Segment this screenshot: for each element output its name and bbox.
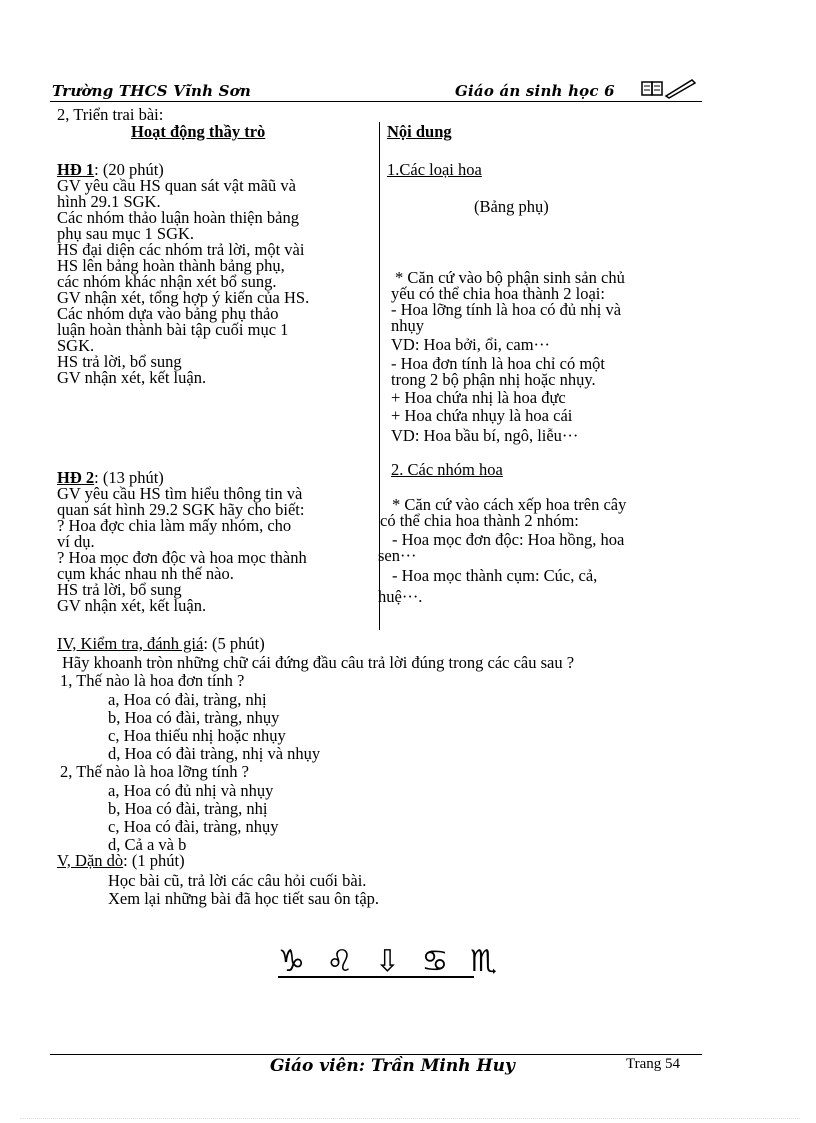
question-2-option-c: c, Hoa có đài, tràng, nhụy	[108, 817, 279, 836]
activity-2-label: HĐ 2	[57, 468, 95, 487]
content-1-line: - Hoa lỡng tính là hoa có đủ nhị và	[391, 300, 622, 319]
homework-time: : (1 phút)	[123, 851, 185, 870]
homework-title: V, Dặn dò	[57, 851, 124, 870]
activity-2-line: GV yêu cầu HS tìm hiểu thông tin và	[57, 484, 303, 503]
activity-1-line: SGK.	[57, 336, 95, 355]
activity-2-line: ví dụ.	[57, 532, 95, 551]
content-2-line: - Hoa mọc đơn độc: Hoa hồng, hoa	[392, 530, 625, 549]
content-1-line: VD: Hoa bầu bí, ngô, liễu···	[391, 426, 579, 445]
activity-1-line: luận hoàn thành bài tập cuối mục 1	[57, 320, 289, 339]
activity-1-label: HĐ 1	[57, 160, 95, 179]
question-2: 2, Thế nào là hoa lỡng tính ?	[60, 762, 249, 781]
zodiac-decoration-icon: ♑ ♌ ⇩ ♋ ♏	[278, 944, 503, 979]
content-1-line: nhụy	[391, 316, 424, 335]
content-2-line: * Căn cứ vào cách xếp hoa trên cây	[392, 495, 627, 514]
content-1-line: + Hoa chứa nhị là hoa đực	[391, 388, 566, 407]
header-rule	[50, 101, 702, 102]
header-school: Trường THCS Vĩnh Sơn	[52, 82, 251, 100]
homework-line: Học bài cũ, trả lời các câu hỏi cuối bài.	[108, 871, 367, 890]
activity-1	[57, 162, 373, 386]
content-2-title: 2. Các nhóm hoa	[391, 460, 503, 479]
question-2-options	[108, 782, 278, 854]
content-1-line: + Hoa chứa nhụy là hoa cái	[391, 406, 573, 425]
activity-2-line: ? Hoa mọc đơn độc và hoa mọc thành	[57, 548, 307, 567]
left-column-heading: Hoạt động thầy trò	[131, 122, 266, 141]
content-2-body	[378, 497, 702, 605]
activity-2-line: ? Hoa đợc chia làm mấy nhóm, cho	[57, 516, 292, 535]
section-title: 2, Triển trai bài:	[57, 105, 164, 124]
activity-1-line: GV nhận xét, tổng hợp ý kiến của HS.	[57, 288, 310, 307]
question-1-option-c: c, Hoa thiếu nhị hoặc nhụy	[108, 726, 286, 745]
assessment-time: : (5 phút)	[203, 634, 265, 653]
assessment-heading	[57, 636, 265, 652]
question-1-options	[108, 691, 320, 763]
homework-heading	[57, 853, 185, 869]
content-1-line: - Hoa đơn tính là hoa chỉ có một	[391, 354, 606, 373]
activity-1-line: HS trả lời, bổ sung	[57, 352, 182, 371]
footer-rule	[50, 1054, 702, 1055]
footer-teacher: Giáo viên: Trần Minh Huy	[270, 1056, 515, 1076]
header-subject: Giáo án sinh học 6	[455, 82, 615, 100]
question-2-option-d: d, Cả a và b	[108, 835, 187, 854]
activity-2-line: quan sát hình 29.2 SGK hãy cho biết:	[57, 500, 305, 519]
content-2-line: có thể chia hoa thành 2 nhóm:	[380, 511, 579, 530]
table-note: (Bảng phụ)	[474, 197, 549, 216]
content-2-line: sen···	[378, 546, 417, 565]
content-1-line: yếu có thể chia hoa thành 2 loại:	[391, 284, 605, 303]
content-1-line: * Căn cứ vào bộ phận sinh sản chủ	[395, 268, 625, 287]
homework-lines	[108, 872, 379, 908]
activity-1-line: phụ sau mục 1 SGK.	[57, 224, 195, 243]
activity-1-line: GV yêu cầu HS quan sát vật mãũ và	[57, 176, 296, 195]
question-2-option-b: b, Hoa có đài, tràng, nhị	[108, 799, 268, 818]
question-1-option-a: a, Hoa có đài, tràng, nhị	[108, 690, 267, 709]
activity-1-line: Các nhóm dựa vào bảng phụ thảo	[57, 304, 279, 323]
bottom-dotted-border	[20, 1118, 800, 1119]
activity-1-time: : (20 phút)	[94, 160, 164, 179]
activity-1-line: HS lên bảng hoàn thành bảng phụ,	[57, 256, 285, 275]
activity-1-line: GV nhận xét, kết luận.	[57, 368, 207, 387]
question-2-option-a: a, Hoa có đủ nhị và nhụy	[108, 781, 274, 800]
content-1-line: trong 2 bộ phận nhị hoặc nhụy.	[391, 370, 596, 389]
content-1-title: 1.Các loại hoa	[387, 160, 482, 179]
activity-1-line: hình 29.1 SGK.	[57, 192, 161, 211]
content-1-body	[391, 270, 701, 444]
question-1-option-b: b, Hoa có đài, tràng, nhụy	[108, 708, 280, 727]
activity-2	[57, 470, 373, 614]
activity-2-time: : (13 phút)	[94, 468, 164, 487]
homework-line: Xem lại những bài đã học tiết sau ôn tập.	[108, 889, 380, 908]
activity-1-line: HS đại diện các nhóm trả lời, một vài	[57, 240, 305, 259]
activity-1-line: Các nhóm thảo luận hoàn thiện bảng	[57, 208, 299, 227]
assessment-title: IV, Kiểm tra, đánh giá	[57, 634, 204, 653]
content-2-line: - Hoa mọc thành cụm: Cúc, cả,	[392, 566, 598, 585]
question-1-option-d: d, Hoa có đài tràng, nhị và nhụy	[108, 744, 321, 763]
decoration-underline	[278, 976, 474, 978]
question-1: 1, Thế nào là hoa đơn tính ?	[60, 671, 245, 690]
activity-1-line: các nhóm khác nhận xét bổ sung.	[57, 272, 277, 291]
content-1-line: VD: Hoa bởi, ổi, cam···	[391, 335, 551, 354]
assessment-instruction: Hãy khoanh tròn những chữ cái đứng đầu câu trả lời đúng trong các câu sau ?	[62, 653, 575, 672]
content-2-line: huệ···.	[378, 587, 423, 606]
right-column-heading: Nội dung	[387, 122, 452, 141]
footer-page-number: Trang 54	[626, 1056, 681, 1072]
activity-2-line: cụm khác nhau nh thế nào.	[57, 564, 234, 583]
activity-2-line: GV nhận xét, kết luận.	[57, 596, 207, 615]
activity-2-line: HS trả lời, bổ sung	[57, 580, 182, 599]
